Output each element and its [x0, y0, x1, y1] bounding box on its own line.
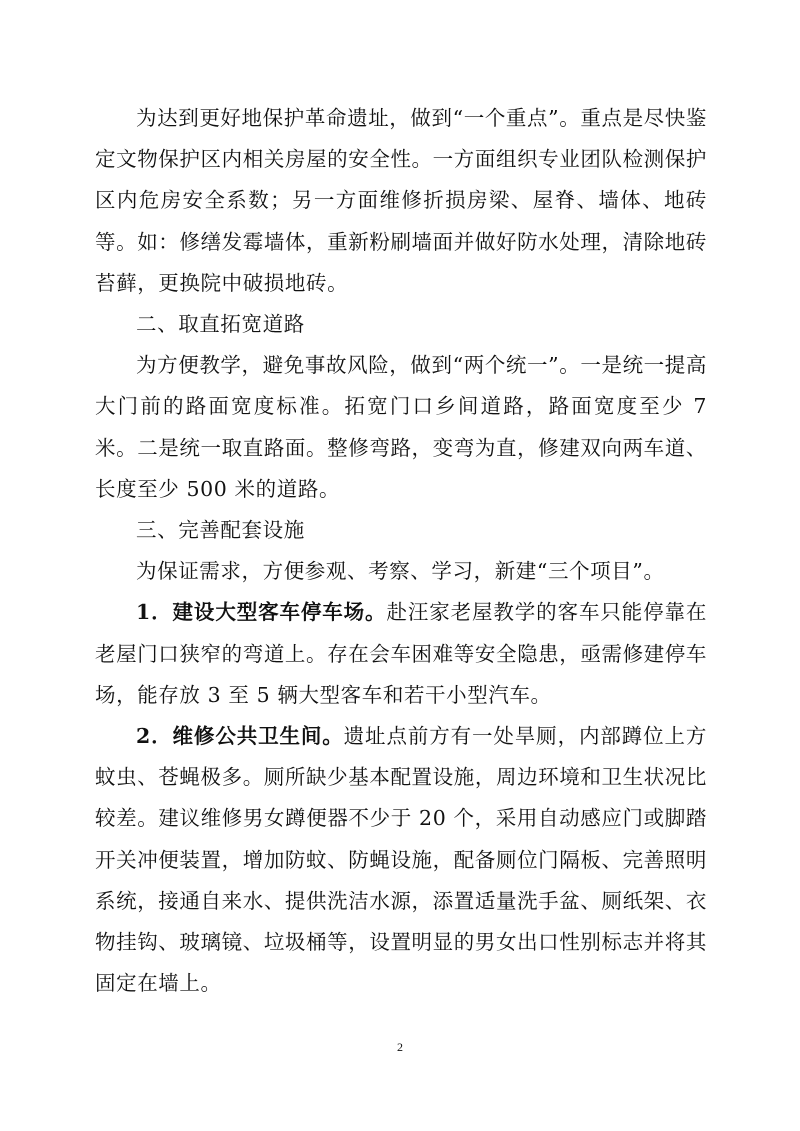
- paragraph-building-safety: [95, 98, 707, 304]
- list-item-parking-lot: [95, 592, 707, 716]
- section-heading-roads: [95, 304, 707, 345]
- section-heading-text: 二、取直拓宽道路: [136, 312, 305, 337]
- list-item-public-toilet: [95, 716, 707, 1004]
- section-heading-facilities: [95, 510, 707, 551]
- document-body: [95, 98, 707, 1004]
- list-item-lead: 1．建设大型客车停车场。: [136, 600, 387, 625]
- list-item-lead: 2．维修公共卫生间。: [136, 724, 344, 749]
- section-heading-text: 三、完善配套设施: [136, 518, 305, 543]
- paragraph-text: 为保证需求，方便参观、考察、学习，新建“三个项目”。: [136, 559, 665, 584]
- paragraph-text: 为达到更好地保护革命遗址，做到“一个重点”。重点是尽快鉴定文物保护区内相关房屋的安全性。一方面组织专业团队检测保护区内危房安全系数；另一方面维修折损房梁、屋脊、墙体、地砖等。如：修缮发霉墙体，重新粉刷墙面并做好防水处理，清除地砖苔藓，更换院中破损地砖。: [95, 106, 707, 295]
- list-item-text: 遗址点前方有一处旱厕，内部蹲位上方蚊虫、苍蝇极多。厕所缺少基本配置设施，周边环境和卫生状况比较差。建议维修男女蹲便器不少于 20 个，采用自动感应门或脚踏开关冲便装置，增加防蚊、防蝇设施，配备厕位门隔板、完善照明系统，接通自来水、提供洗洁水源，添置适量洗手盆、厕纸架、衣物挂钩、玻璃镜、垃圾桶等，设置明显的男女出口性别标志并将其固定在墙上。: [95, 724, 708, 996]
- paragraph-roads: [95, 345, 707, 510]
- paragraph-text: 为方便教学，避免事故风险，做到“两个统一”。一是统一提高大门前的路面宽度标准。拓宽门口乡间道路，路面宽度至少 7 米。二是统一取直路面。整修弯路，变弯为直，修建双向两车道、长度至少 500 米的道路。: [95, 353, 707, 501]
- page-number: 2: [397, 1040, 403, 1054]
- list-item-text: 赴汪家老屋教学的客车只能停靠在老屋门口狭窄的弯道上。存在会车困难等安全隐患，亟需修建停车场，能存放 3 至 5 辆大型客车和若干小型汽车。: [95, 600, 708, 707]
- paragraph-facilities-intro: [95, 551, 707, 592]
